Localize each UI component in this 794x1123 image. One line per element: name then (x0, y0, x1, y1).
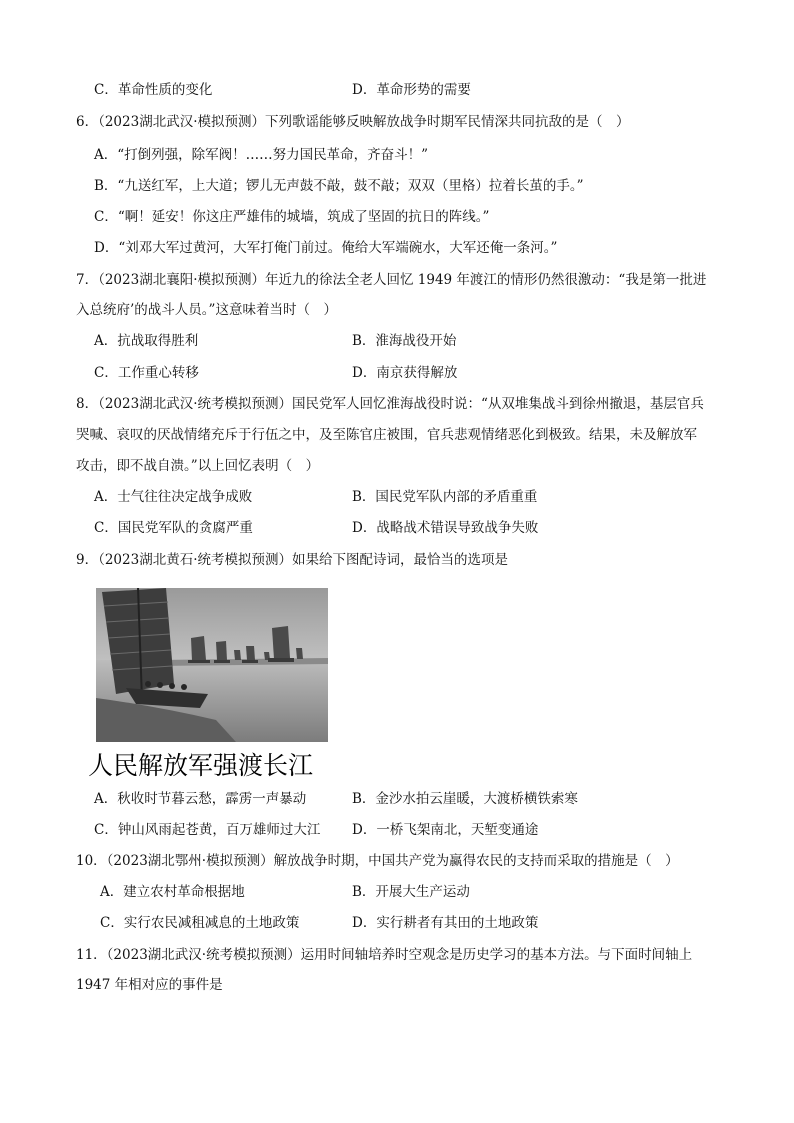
q11-stem-line2: 1947 年相对应的事件是 (76, 977, 223, 993)
q7-option-c: C．工作重心转移 (94, 365, 199, 381)
q10-option-b: B．开展大生产运动 (352, 884, 470, 900)
q9-option-a: A．秋收时节暮云愁，霹雳一声暴动 (94, 791, 307, 807)
q7-stem-line1: 7．（2023湖北襄阳·模拟预测）年近九的徐法全老人回忆 1949 年渡江的情形仍然很激动：“我是第一批进 (76, 272, 707, 288)
q7-option-b: B．淮海战役开始 (352, 333, 457, 349)
q6-option-c: C．“啊！延安！你这庄严雄伟的城墙，筑成了坚固的抗日的阵线。” (94, 209, 490, 225)
q10-option-c: C．实行农民减租减息的土地政策 (100, 915, 300, 931)
q6-stem: 6．（2023湖北武汉·模拟预测）下列歌谣能够反映解放战争时期军民情深共同抗敌的是（ ） (76, 114, 630, 130)
q9-stem: 9．（2023湖北黄石·统考模拟预测）如果给下图配诗词，最恰当的选项是 (76, 552, 508, 568)
q9-option-c: C．钟山风雨起苍黄，百万雄师过大江 (94, 822, 321, 838)
q6-option-a: A．“打倒列强，除军阀！……努力国民革命，齐奋斗！” (94, 147, 429, 163)
q8-stem-line3: 攻击，即不战自溃。”以上回忆表明（ ） (76, 458, 320, 474)
q7-option-a: A．抗战取得胜利 (94, 333, 199, 349)
q6-option-d: D．“刘邓大军过黄河，大军打俺门前过。俺给大军端碗水，大军还俺一条河。” (94, 240, 558, 256)
q8-stem-line2: 哭喊、哀叹的厌战情绪充斥于行伍之中，及至陈官庄被围，官兵悲观情绪恶化到极致。结果，未及解放军 (76, 427, 697, 443)
q8-option-d: D．战略战术错误导致战争失败 (352, 520, 539, 536)
q7-option-d: D．南京获得解放 (352, 365, 458, 381)
q8-option-a: A．士气往往决定战争成败 (94, 489, 253, 505)
q11-stem-line1: 11．（2023湖北武汉·统考模拟预测）运用时间轴培养时空观念是历史学习的基本方法。与下面时间轴上 (76, 947, 693, 963)
q10-option-d: D．实行耕者有其田的土地政策 (352, 915, 539, 931)
q5-option-d: D．革命形势的需要 (352, 82, 471, 98)
q5-option-c: C．革命性质的变化 (94, 82, 213, 98)
river-crossing-photo (96, 588, 328, 742)
q8-stem-line1: 8．（2023湖北武汉·统考模拟预测）国民党军人回忆淮海战役时说：“从双堆集战斗到徐州撤退，基层官兵 (76, 396, 704, 412)
q8-option-b: B．国民党军队内部的矛盾重重 (352, 489, 538, 505)
q9-option-b: B．金沙水拍云崖暖，大渡桥横铁索寒 (352, 791, 578, 807)
q10-stem: 10．（2023湖北鄂州·模拟预测）解放战争时期，中国共产党为赢得农民的支持而采取的措施是（ ） (76, 853, 679, 869)
q8-option-c: C．国民党军队的贪腐严重 (94, 520, 253, 536)
q7-stem-line2: 入总统府’的战斗人员。”这意味着当时（ ） (76, 302, 337, 318)
q6-option-b: B．“九送红军，上大道；锣儿无声鼓不敲，鼓不敲；双双（里格）拉着长茧的手。” (94, 178, 584, 194)
q10-option-a: A．建立农村革命根据地 (100, 884, 245, 900)
image-caption: 人民解放军强渡长江 (88, 751, 314, 780)
q9-option-d: D．一桥飞架南北，天堑变通途 (352, 822, 539, 838)
